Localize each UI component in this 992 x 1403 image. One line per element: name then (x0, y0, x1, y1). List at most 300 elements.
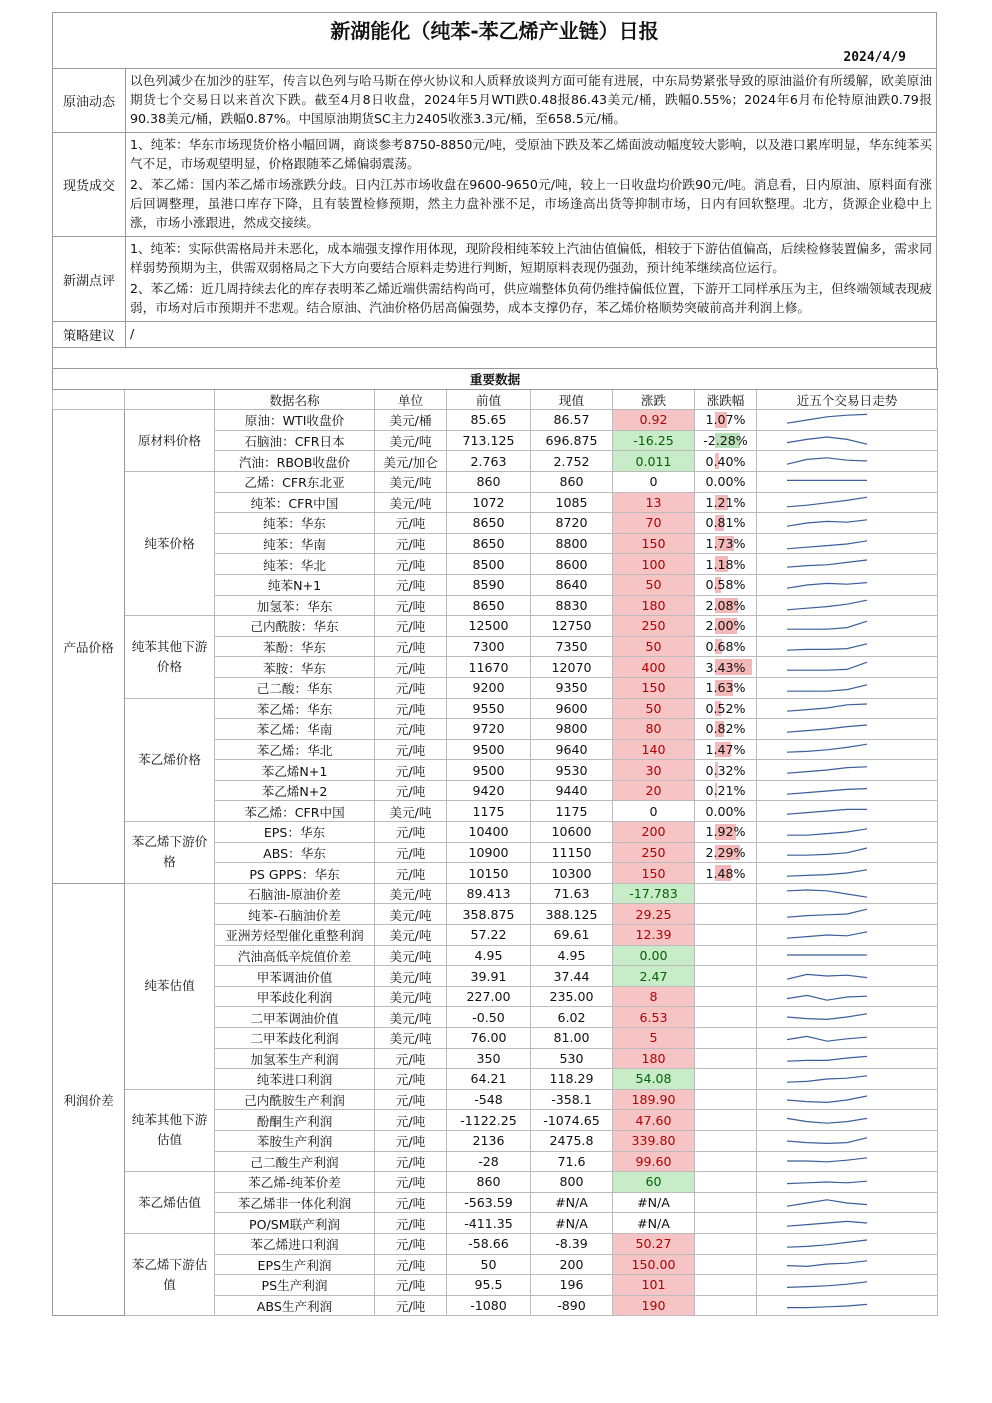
spacer (52, 348, 937, 368)
current-value-cell: #N/A (531, 1192, 613, 1213)
change-cell: 0.011 (613, 451, 695, 472)
change-cell: 80 (613, 719, 695, 740)
unit-cell: 元/吨 (375, 1069, 447, 1090)
prev-value-cell: 39.91 (447, 966, 531, 987)
key-data-table (52, 368, 938, 1316)
section-paragraph: 1、纯苯：实际供需格局并未恶化，成本端强支撑作用体现，现阶段相纯苯较上汽油估值偏低，相较于下游估值偏高，后续检修装置偏多，需求同样弱势预期为主，供需双弱格局之下大方向要结合原料走势进行判断，短期原料表现仍强劲，预计纯苯继续高位运行。 (130, 241, 932, 275)
sparkline (757, 1214, 933, 1232)
change-cell: 54.08 (613, 1069, 695, 1090)
change-pct-cell (695, 1007, 757, 1028)
sparkline (757, 1049, 933, 1067)
data-name-cell: 苯胺：华东 (215, 657, 375, 678)
prev-value-cell: 8650 (447, 513, 531, 534)
current-value-cell: 81.00 (531, 1028, 613, 1049)
change-cell: 50 (613, 636, 695, 657)
data-name-cell: 原油：WTI收盘价 (215, 410, 375, 431)
sparkline (757, 926, 933, 944)
unit-cell: 元/吨 (375, 1295, 447, 1316)
subgroup-label: 纯苯价格 (125, 471, 215, 615)
sparkline (757, 658, 933, 676)
unit-cell: 元/吨 (375, 513, 447, 534)
pct-text: 0.58% (705, 577, 746, 593)
current-value-cell: 9600 (531, 698, 613, 719)
sparkline-cell (757, 883, 938, 904)
sparkline-cell (757, 698, 938, 719)
change-pct-cell (695, 513, 757, 534)
sparkline (757, 782, 933, 800)
data-name-cell: 苯乙烯：华南 (215, 719, 375, 740)
data-name-cell: 苯乙烯N+1 (215, 760, 375, 781)
change-cell: 29.25 (613, 904, 695, 925)
prev-value-cell: 10400 (447, 822, 531, 843)
sparkline-path (787, 810, 867, 815)
data-name-cell: 甲苯歧化利润 (215, 986, 375, 1007)
prev-value-cell: 7300 (447, 636, 531, 657)
data-name-cell: 甲苯调油价值 (215, 966, 375, 987)
sparkline-cell (757, 760, 938, 781)
current-value-cell: 10600 (531, 822, 613, 843)
current-value-cell: -1074.65 (531, 1110, 613, 1131)
column-header: 近五个交易日走势 (757, 389, 938, 410)
sparkline-cell (757, 1151, 938, 1172)
current-value-cell: 200 (531, 1254, 613, 1275)
data-name-cell: 苯乙烯-纯苯价差 (215, 1172, 375, 1193)
sparkline-cell (757, 1233, 938, 1254)
sparkline-cell (757, 1172, 938, 1193)
sparkline-cell (757, 1254, 938, 1275)
change-pct-cell (695, 1192, 757, 1213)
change-pct-cell (695, 1028, 757, 1049)
change-pct-cell (695, 1295, 757, 1316)
current-value-cell: 9640 (531, 739, 613, 760)
sparkline-cell (757, 574, 938, 595)
pct-text: 1.92% (705, 824, 746, 840)
current-value-cell: 196 (531, 1275, 613, 1296)
sparkline (757, 452, 933, 470)
data-name-cell: 亚洲芳烃型催化重整利润 (215, 925, 375, 946)
data-name-cell: 己二酸生产利润 (215, 1151, 375, 1172)
sparkline-path (787, 437, 867, 444)
change-cell: #N/A (613, 1213, 695, 1234)
sparkline-path (787, 520, 867, 526)
change-pct-cell (695, 739, 757, 760)
change-cell: 0.92 (613, 410, 695, 431)
sparkline (757, 1111, 933, 1129)
table-row (53, 1233, 938, 1254)
pct-text: 0.21% (705, 783, 746, 799)
sparkline (757, 617, 933, 635)
prev-value-cell: 713.125 (447, 430, 531, 451)
section-3 (52, 322, 937, 348)
unit-cell: 元/吨 (375, 616, 447, 637)
change-cell: 189.90 (613, 1089, 695, 1110)
sparkline (757, 555, 933, 573)
column-header: 单位 (375, 389, 447, 410)
unit-cell: 元/吨 (375, 595, 447, 616)
section-text (126, 322, 936, 347)
change-pct-cell (695, 1233, 757, 1254)
sparkline-path (787, 909, 867, 917)
change-cell: 47.60 (613, 1110, 695, 1131)
change-cell: 150 (613, 533, 695, 554)
data-name-cell: 纯苯：华东 (215, 513, 375, 534)
sparkline-cell (757, 719, 938, 740)
sparkline-cell (757, 1069, 938, 1090)
section-label: 现货成交 (53, 133, 126, 236)
data-name-cell: 己内酰胺生产利润 (215, 1089, 375, 1110)
prev-value-cell: -411.35 (447, 1213, 531, 1234)
current-value-cell: 86.57 (531, 410, 613, 431)
sparkline (757, 1091, 933, 1109)
sparkline-path (787, 870, 867, 876)
prev-value-cell: 11670 (447, 657, 531, 678)
unit-cell: 元/吨 (375, 1275, 447, 1296)
change-cell: 70 (613, 513, 695, 534)
change-pct-cell (695, 471, 757, 492)
unit-cell: 美元/吨 (375, 904, 447, 925)
section-1 (52, 133, 937, 237)
change-pct-cell (695, 1110, 757, 1131)
change-cell: 12.39 (613, 925, 695, 946)
sparkline-cell (757, 1213, 938, 1234)
column-header: 数据名称 (215, 389, 375, 410)
subgroup-label: 苯乙烯下游估值 (125, 1233, 215, 1315)
current-value-cell: 9800 (531, 719, 613, 740)
section-paragraph: 以色列减少在加沙的驻军，传言以色列与哈马斯在停火协议和人质释放谈判方面可能有进展，中东局势紧张导致的原油溢价有所缓解，欧美原油期货七个交易日以来首次下跌。截至4月8日收盘，2024年5月WTI跌0.48报86.43美元/桶，跌幅0.55%；2024年6月布伦特原油跌0.79报90.38美元/桶，跌幅0.87%。中国原油期货SC主力2405收涨3.3元/桶，至658.5元/桶。 (130, 73, 932, 126)
unit-cell: 美元/吨 (375, 471, 447, 492)
current-value-cell: -8.39 (531, 1233, 613, 1254)
pct-text: 1.73% (705, 536, 746, 552)
data-name-cell: 己内酰胺：华东 (215, 616, 375, 637)
change-pct-cell (695, 451, 757, 472)
current-value-cell: 4.95 (531, 945, 613, 966)
prev-value-cell: 50 (447, 1254, 531, 1275)
change-cell: -17.783 (613, 883, 695, 904)
unit-cell: 元/吨 (375, 1254, 447, 1275)
change-pct-cell (695, 822, 757, 843)
change-pct-cell (695, 1254, 757, 1275)
pct-text: -2.28% (703, 433, 748, 449)
sparkline (757, 823, 933, 841)
prev-value-cell: 8590 (447, 574, 531, 595)
change-cell: 250 (613, 616, 695, 637)
prev-value-cell: 350 (447, 1048, 531, 1069)
sparkline-cell (757, 451, 938, 472)
sparkline (757, 432, 933, 450)
sparkline-cell (757, 1007, 938, 1028)
sparkline-cell (757, 739, 938, 760)
table-row (53, 883, 938, 904)
unit-cell: 美元/吨 (375, 883, 447, 904)
prev-value-cell: 57.22 (447, 925, 531, 946)
current-value-cell: 8600 (531, 554, 613, 575)
sparkline (757, 1132, 933, 1150)
section-text (126, 69, 936, 132)
prev-value-cell: 95.5 (447, 1275, 531, 1296)
prev-value-cell: -563.59 (447, 1192, 531, 1213)
sparkline-path (787, 1036, 867, 1041)
change-pct-cell (695, 1130, 757, 1151)
change-cell: 50 (613, 698, 695, 719)
current-value-cell: 12070 (531, 657, 613, 678)
current-value-cell: 8800 (531, 533, 613, 554)
sparkline-cell (757, 595, 938, 616)
group-label: 产品价格 (53, 410, 125, 884)
unit-cell: 元/吨 (375, 657, 447, 678)
sparkline (757, 535, 933, 553)
current-value-cell: 9440 (531, 780, 613, 801)
table-row (53, 698, 938, 719)
current-value-cell: 235.00 (531, 986, 613, 1007)
sparkline-path (787, 1057, 867, 1062)
prev-value-cell: 9550 (447, 698, 531, 719)
prev-value-cell: 10900 (447, 842, 531, 863)
current-value-cell: 8640 (531, 574, 613, 595)
table-row (53, 616, 938, 637)
data-name-cell: 石脑油-原油价差 (215, 883, 375, 904)
sparkline-path (787, 1096, 867, 1102)
prev-value-cell: 10150 (447, 863, 531, 884)
current-value-cell: 6.02 (531, 1007, 613, 1028)
unit-cell: 美元/吨 (375, 1007, 447, 1028)
sparkline (757, 493, 933, 511)
data-name-cell: PS GPPS：华东 (215, 863, 375, 884)
sparkline-cell (757, 1192, 938, 1213)
unit-cell: 元/吨 (375, 842, 447, 863)
prev-value-cell: 9200 (447, 677, 531, 698)
current-value-cell: 7350 (531, 636, 613, 657)
commentary-sections (52, 68, 937, 348)
data-name-cell: 纯苯：CFR中国 (215, 492, 375, 513)
unit-cell: 元/吨 (375, 1192, 447, 1213)
change-pct-cell (695, 966, 757, 987)
unit-cell: 元/吨 (375, 739, 447, 760)
unit-cell: 元/吨 (375, 1151, 447, 1172)
group-label: 利润价差 (53, 883, 125, 1315)
subgroup-label: 苯乙烯估值 (125, 1172, 215, 1234)
pct-text: 1.18% (705, 556, 746, 572)
sparkline-path (787, 1138, 867, 1144)
current-value-cell: 8720 (531, 513, 613, 534)
sparkline-cell (757, 780, 938, 801)
data-name-cell: ABS：华东 (215, 842, 375, 863)
data-name-cell: 苯乙烯进口利润 (215, 1233, 375, 1254)
sparkline-path (787, 685, 867, 691)
data-name-cell: EPS生产利润 (215, 1254, 375, 1275)
pct-text: 0.00% (705, 803, 746, 819)
unit-cell: 元/吨 (375, 1048, 447, 1069)
sparkline-cell (757, 945, 938, 966)
data-name-cell: 乙烯：CFR东北亚 (215, 471, 375, 492)
current-value-cell: 9350 (531, 677, 613, 698)
change-cell: 0.00 (613, 945, 695, 966)
unit-cell: 元/吨 (375, 822, 447, 843)
section-paragraph: 2、苯乙烯：近几周持续去化的库存表明苯乙烯近端供需结构尚可，供应端整体负荷仍维持偏低位置，下游开工同样承压为主，但终端领域表现疲弱，市场对后市预期并不悲观。结合原油、汽油价格仍居高偏强势，成本支撑仍存，苯乙烯价格顺势突破前高并利润上修。 (130, 281, 932, 315)
sparkline (757, 946, 933, 964)
data-name-cell: 纯苯N+1 (215, 574, 375, 595)
data-name-cell: 纯苯：华北 (215, 554, 375, 575)
section-paragraph: 2、苯乙烯：国内苯乙烯市场涨跌分歧。日内江苏市场收盘在9600-9650元/吨，较上一日收盘均价跌90元/吨。消息看，日内原油、原料面有涨后回调整理，虽港口库存下降，且有装置检修预期，然主力盘补涨不足，市场逢高出货等抑制市场，日内有回软整理。北方，货源企业稳中上涨，市场小涨跟进，然成交接续。 (130, 177, 932, 230)
prev-value-cell: -548 (447, 1089, 531, 1110)
section-label: 新湖点评 (53, 237, 126, 321)
sparkline-path (787, 662, 867, 670)
change-pct-cell (695, 780, 757, 801)
change-cell: 50.27 (613, 1233, 695, 1254)
unit-cell: 元/吨 (375, 1233, 447, 1254)
current-value-cell: 388.125 (531, 904, 613, 925)
pct-text: 2.29% (705, 844, 746, 860)
data-name-cell: 苯乙烯：华东 (215, 698, 375, 719)
sparkline-path (787, 560, 867, 567)
data-name-cell: EPS：华东 (215, 822, 375, 843)
change-pct-cell (695, 1172, 757, 1193)
change-cell: 50 (613, 574, 695, 595)
prev-value-cell: -1122.25 (447, 1110, 531, 1131)
pct-text: 1.07% (705, 412, 746, 428)
data-name-cell: 苯乙烯：华北 (215, 739, 375, 760)
sparkline-cell (757, 822, 938, 843)
sparkline-cell (757, 677, 938, 698)
sparkline-path (787, 995, 867, 1000)
current-value-cell: 1175 (531, 801, 613, 822)
sparkline-path (787, 767, 867, 773)
current-value-cell: 71.6 (531, 1151, 613, 1172)
sparkline-path (787, 1199, 867, 1205)
change-cell: -16.25 (613, 430, 695, 451)
unit-cell: 元/吨 (375, 719, 447, 740)
sparkline-cell (757, 1295, 938, 1316)
current-value-cell: 696.875 (531, 430, 613, 451)
sparkline-cell (757, 1048, 938, 1069)
pct-text: 1.21% (705, 494, 746, 510)
prev-value-cell: 227.00 (447, 986, 531, 1007)
current-value-cell: #N/A (531, 1213, 613, 1234)
sparkline-cell (757, 430, 938, 451)
data-name-cell: 苯乙烯非一体化利润 (215, 1192, 375, 1213)
sparkline-path (787, 601, 867, 611)
prev-value-cell: 9420 (447, 780, 531, 801)
sparkline (757, 843, 933, 861)
unit-cell: 美元/吨 (375, 492, 447, 513)
current-value-cell: 530 (531, 1048, 613, 1069)
change-pct-cell (695, 1069, 757, 1090)
data-name-cell: 苯酚：华东 (215, 636, 375, 657)
sparkline (757, 596, 933, 614)
table-title: 重要数据 (53, 369, 938, 390)
change-pct-cell (695, 1048, 757, 1069)
unit-cell: 美元/吨 (375, 945, 447, 966)
pct-text: 1.63% (705, 680, 746, 696)
sparkline-path (787, 540, 867, 548)
unit-cell: 元/吨 (375, 1089, 447, 1110)
sparkline-path (787, 829, 867, 835)
change-pct-cell (695, 533, 757, 554)
sparkline-cell (757, 842, 938, 863)
change-pct-cell (695, 574, 757, 595)
change-cell: 8 (613, 986, 695, 1007)
sparkline-cell (757, 863, 938, 884)
change-cell: 140 (613, 739, 695, 760)
prev-value-cell: 860 (447, 1172, 531, 1193)
current-value-cell: 2.752 (531, 451, 613, 472)
change-cell: 100 (613, 554, 695, 575)
prev-value-cell: -0.50 (447, 1007, 531, 1028)
unit-cell: 元/吨 (375, 533, 447, 554)
section-paragraph: / (130, 326, 135, 341)
change-cell: 150 (613, 677, 695, 698)
sparkline-path (787, 643, 867, 649)
unit-cell: 元/吨 (375, 760, 447, 781)
prev-value-cell: 89.413 (447, 883, 531, 904)
data-name-cell: 酚酮生产利润 (215, 1110, 375, 1131)
unit-cell: 美元/吨 (375, 925, 447, 946)
sparkline-cell (757, 1130, 938, 1151)
column-header: 前值 (447, 389, 531, 410)
pct-text: 0.40% (705, 453, 746, 469)
section-paragraph: 1、纯苯：华东市场现货价格小幅回调，商谈参考8750-8850元/吨，受原油下跌及苯乙烯面波动幅度较大影响，以及港口累库明显，华东纯苯买气不足，市场观望明显，价格跟随苯乙烯偏弱震荡。 (130, 137, 932, 171)
change-pct-cell (695, 410, 757, 431)
sparkline (757, 1235, 933, 1253)
sparkline-cell (757, 657, 938, 678)
sparkline (757, 720, 933, 738)
pct-text: 0.32% (705, 762, 746, 778)
data-name-cell: PS生产利润 (215, 1275, 375, 1296)
subgroup-label: 纯苯其他下游价格 (125, 616, 215, 698)
data-name-cell: 纯苯：华南 (215, 533, 375, 554)
unit-cell: 元/吨 (375, 1172, 447, 1193)
data-name-cell: 加氢苯生产利润 (215, 1048, 375, 1069)
current-value-cell: 2475.8 (531, 1130, 613, 1151)
unit-cell: 美元/吨 (375, 986, 447, 1007)
sparkline-cell (757, 513, 938, 534)
current-value-cell: 12750 (531, 616, 613, 637)
data-name-cell: 二甲苯歧化利润 (215, 1028, 375, 1049)
change-pct-cell (695, 801, 757, 822)
subgroup-label: 苯乙烯价格 (125, 698, 215, 822)
unit-cell: 美元/吨 (375, 801, 447, 822)
sparkline-path (787, 414, 867, 423)
sparkline-path (787, 458, 867, 464)
prev-value-cell: 4.95 (447, 945, 531, 966)
blank-cell (53, 389, 125, 410)
unit-cell: 元/吨 (375, 574, 447, 595)
unit-cell: 元/吨 (375, 863, 447, 884)
unit-cell: 元/吨 (375, 677, 447, 698)
prev-value-cell: 2136 (447, 1130, 531, 1151)
prev-value-cell: -28 (447, 1151, 531, 1172)
sparkline (757, 740, 933, 758)
prev-value-cell: 9500 (447, 739, 531, 760)
sparkline-path (787, 1261, 867, 1267)
current-value-cell: -358.1 (531, 1089, 613, 1110)
prev-value-cell: 8650 (447, 595, 531, 616)
column-header: 涨跌 (613, 389, 695, 410)
change-pct-cell (695, 492, 757, 513)
unit-cell: 元/吨 (375, 1213, 447, 1234)
sparkline (757, 1276, 933, 1294)
change-cell: 400 (613, 657, 695, 678)
prev-value-cell: 9720 (447, 719, 531, 740)
data-name-cell: 己二酸：华东 (215, 677, 375, 698)
current-value-cell: 8830 (531, 595, 613, 616)
change-cell: 180 (613, 595, 695, 616)
sparkline-path (787, 1181, 867, 1183)
prev-value-cell: 64.21 (447, 1069, 531, 1090)
pct-text: 1.48% (705, 865, 746, 881)
change-cell: 5 (613, 1028, 695, 1049)
sparkline-path (787, 1304, 867, 1307)
change-cell: 60 (613, 1172, 695, 1193)
